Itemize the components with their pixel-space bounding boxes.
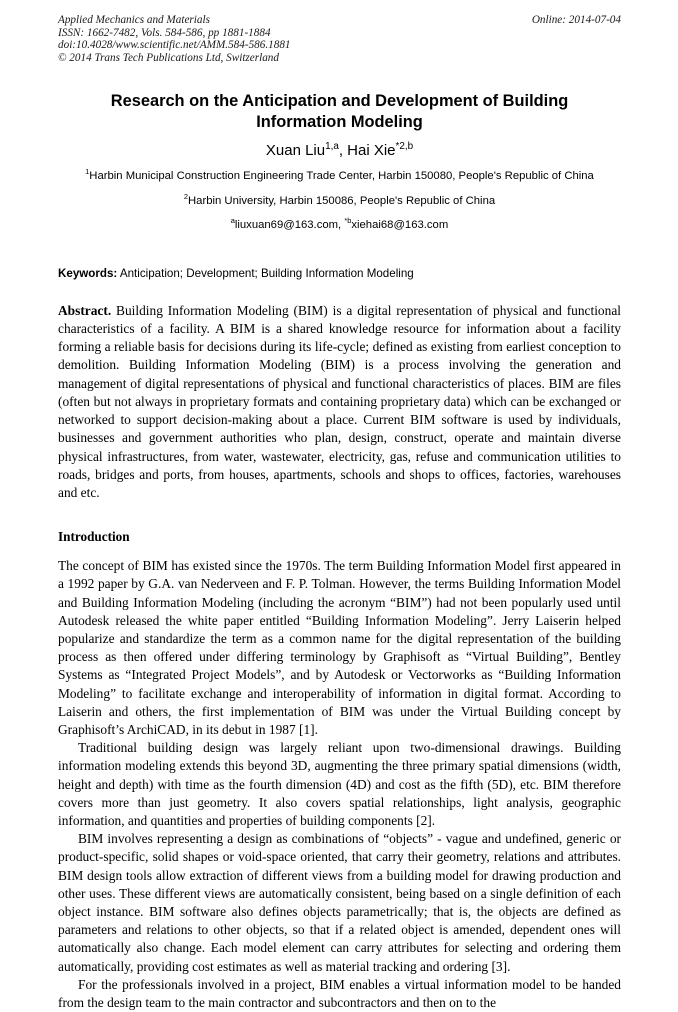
affiliation-1	[58, 169, 621, 185]
journal-name: Applied Mechanics and Materials	[58, 14, 210, 26]
journal-issn: ISSN: 1662-7482, Vols. 584-586, pp 1881-1884	[58, 26, 271, 39]
author-separator: ,	[338, 142, 348, 160]
author-affil-marker-2: *2,b	[395, 141, 414, 153]
affiliation-text-1: Harbin Municipal Construction Engineering Trade Center, Harbin 150080, People's Republic of China	[89, 170, 594, 183]
keywords-line	[58, 266, 621, 281]
intro-paragraph-3: BIM involves representing a design as combinations of “objects” - vague and undefined, generic or product-specific, solid shapes or void-space oriented, that carry their geometry, relations and attributes. BIM design tools allow extraction of different views from a building model for drawing production and other uses. These different views are automatically consistent, being based on a single definition of each object instance. BIM software also defines objects parametrically; that is, the objects are defined as parameters and relations to other objects, so that if a related object is amended, dependent ones will automatically also change. Each model element can carry attributes for selecting and ordering them automatically, providing cost estimates as well as material tracking and ordering [3].	[58, 831, 621, 974]
keywords-label: Keywords:	[58, 266, 118, 280]
affiliation-marker-1: 1	[85, 167, 90, 177]
intro-paragraph-4: For the professionals involved in a project, BIM enables a virtual information model to be handed from the design team to the main contractor and subcontractors and then on to the	[58, 976, 621, 1010]
author-affil-marker-1: 1,a	[325, 141, 339, 153]
email-marker-2: *b	[344, 216, 352, 226]
abstract-text: Building Information Modeling (BIM) is a digital representation of physical and functional characteristics of a facility. A BIM is a shared knowledge resource for information about a facility forming a reliable basis for decisions during its life-cycle; defined as existing from earliest conception to demolition. Building Information Modeling (BIM) is a process involving the generation and management of digital representations of physical and functional characteristics of places. BIM are files (often but not always in proprietary formats and containing proprietary data) which can be exchanged or networked to support decision-making about a place. Current BIM software is used by individuals, businesses and government authorities who plan, design, construct, operate and maintain diverse physical infrastructures, from water, wastewater, electricity, gas, refuse and communication utilities to roads, bridges and ports, from houses, apartments, schools and shops to offices, factories, warehouses and etc.	[58, 302, 621, 500]
journal-header	[58, 14, 621, 64]
email-marker-1: a	[230, 216, 235, 226]
email-address-2[interactable]: xiehai68@163.com	[351, 219, 449, 232]
email-address-1[interactable]: liuxuan69@163.com	[234, 219, 339, 232]
keywords-value: Anticipation; Development; Building Information Modeling	[117, 266, 414, 280]
affiliation-2	[58, 194, 621, 210]
author-emails	[58, 218, 621, 234]
intro-paragraph-2: Traditional building design was largely reliant upon two-dimensional drawings. Building information modeling extends this beyond 3D, augmenting the three primary spatial dimensions (width, height and depth) with time as the fourth dimension (4D) and cost as the fifth (5D), etc. BIM therefore covers more than just geometry. It also covers spatial relationships, light analysis, geographic information, and quantities and properties of building components [2].	[58, 740, 621, 828]
intro-paragraph-1: The concept of BIM has existed since the 1970s. The term Building Information Model first appeared in a 1992 paper by G.A. van Nederveen and F. P. Tolman. However, the terms Building Information Model and Building Information Modeling (including the acronym “BIM”) had not been popularly used until Autodesk released the white paper entitled “Building Information Modeling”. Jerry Laiserin helped popularize and standardize the term as a common name for the digital representation of the building process as then offered under differing terminology by Graphisoft as “Virtual Building”, Bentley Systems as “Integrated Project Models”, and by Autodesk or Vectorworks as “Building Information Modeling” to facilitate exchange and interoperability of information in digital format. According to Laiserin and others, the first implementation of BIM was under the Virtual Building concept by Graphisoft’s ArchiCAD, in its debut in 1987 [1].	[58, 558, 621, 737]
author-name-2: Hai Xie	[347, 142, 396, 160]
journal-doi: doi:10.4028/www.scientific.net/AMM.584-586.1881	[58, 39, 291, 52]
email-separator: ,	[338, 219, 345, 232]
author-name-1: Xuan Liu	[265, 142, 326, 160]
section-heading-introduction: Introduction	[58, 529, 130, 545]
abstract-block	[58, 302, 621, 502]
journal-copyright: © 2014 Trans Tech Publications Ltd, Switzerland	[58, 51, 279, 64]
online-date: Online: 2014-07-04	[531, 14, 621, 26]
abstract-label: Abstract.	[58, 302, 112, 318]
affiliation-marker-2: 2	[183, 192, 188, 202]
page-title: Research on the Anticipation and Development of Building Information Modeling	[110, 92, 569, 131]
author-list	[58, 141, 621, 161]
affiliation-text-2: Harbin University, Harbin 150086, People's Republic of China	[188, 194, 496, 207]
